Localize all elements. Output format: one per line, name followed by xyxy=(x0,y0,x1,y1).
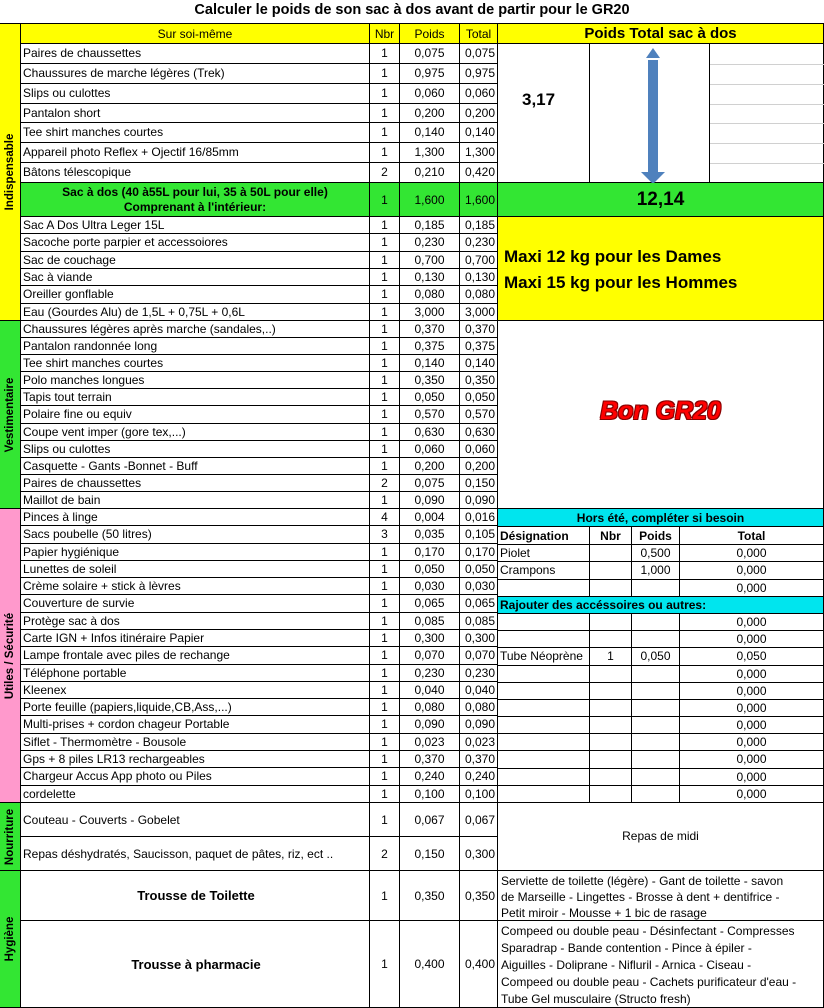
row-item: Appareil photo Reflex + Ojectif 16/85mm xyxy=(21,143,370,163)
extra-poids[interactable]: 1,000 xyxy=(632,562,680,579)
row-poids[interactable]: 0,070 xyxy=(400,647,460,664)
row-total: 1,300 xyxy=(460,143,498,163)
row-total: 0,090 xyxy=(460,716,498,733)
row-item: Slips ou culottes xyxy=(21,84,370,104)
max-weight-box xyxy=(498,217,824,321)
row-nbr[interactable]: 1 xyxy=(370,424,400,441)
row-nbr[interactable]: 1 xyxy=(370,786,400,803)
accessoires-header: Rajouter des accéssoires ou autres: xyxy=(498,597,824,614)
row-item: Couteau - Couverts - Gobelet xyxy=(21,803,370,837)
row-nbr[interactable]: 1 xyxy=(370,578,400,595)
row-item: Tee shirt manches courtes xyxy=(21,355,370,372)
max-dames: Maxi 12 kg pour les Dames xyxy=(504,247,722,266)
acc-poids[interactable] xyxy=(632,786,680,803)
row-item: Slips ou culottes xyxy=(21,441,370,458)
acc-designation[interactable] xyxy=(498,683,590,700)
repas-note-box xyxy=(498,803,824,871)
acc-poids[interactable] xyxy=(632,614,680,631)
max-hommes: Maxi 15 kg pour les Hommes xyxy=(504,273,738,292)
extra-header-designation: Désignation xyxy=(498,527,590,545)
acc-poids[interactable] xyxy=(632,734,680,751)
row-poids[interactable]: 0,090 xyxy=(400,492,460,509)
row-poids[interactable]: 0,185 xyxy=(400,217,460,234)
acc-designation[interactable] xyxy=(498,631,590,648)
row-poids[interactable]: 0,060 xyxy=(400,441,460,458)
row-total: 0,300 xyxy=(460,837,498,871)
row-total: 0,420 xyxy=(460,163,498,183)
extra-poids[interactable]: 0,500 xyxy=(632,545,680,562)
row-nbr[interactable]: 1 xyxy=(370,458,400,475)
row-total: 0,080 xyxy=(460,699,498,716)
row-poids[interactable]: 0,065 xyxy=(400,595,460,612)
acc-total: 0,000 xyxy=(680,734,824,751)
acc-nbr[interactable] xyxy=(590,717,632,734)
row-poids[interactable]: 0,170 xyxy=(400,544,460,561)
row-poids[interactable]: 0,075 xyxy=(400,44,460,64)
acc-designation[interactable] xyxy=(498,717,590,734)
row-nbr[interactable]: 1 xyxy=(370,561,400,578)
row-poids[interactable]: 0,240 xyxy=(400,768,460,785)
backpack-label xyxy=(21,183,370,217)
category-vestimentaire: Vestimentaire xyxy=(0,321,21,509)
acc-total: 0,050 xyxy=(680,648,824,665)
header-nbr: Nbr xyxy=(370,24,400,44)
row-poids[interactable]: 0,090 xyxy=(400,716,460,733)
row-item: Chargeur Accus App photo ou Piles xyxy=(21,768,370,785)
row-nbr[interactable]: 1 xyxy=(370,406,400,423)
acc-poids[interactable]: 0,050 xyxy=(632,648,680,665)
acc-nbr[interactable] xyxy=(590,683,632,700)
row-poids[interactable]: 3,000 xyxy=(400,304,460,321)
extra-total: 0,000 xyxy=(680,545,824,562)
row-nbr[interactable]: 1 xyxy=(370,751,400,768)
pharmacie-note xyxy=(498,921,824,1008)
row-item: Polo manches longues xyxy=(21,372,370,389)
row-poids[interactable]: 0,100 xyxy=(400,786,460,803)
row-nbr[interactable]: 1 xyxy=(370,304,400,321)
row-total: 0,570 xyxy=(460,406,498,423)
row-item: Téléphone portable xyxy=(21,665,370,682)
row-nbr[interactable]: 1 xyxy=(370,716,400,733)
row-poids[interactable]: 0,080 xyxy=(400,699,460,716)
row-total: 0,300 xyxy=(460,630,498,647)
row-total: 0,070 xyxy=(460,647,498,664)
pharmacie-note-line: Compeed ou double peau - Désinfectant - Compresses xyxy=(501,924,795,938)
row-total: 0,090 xyxy=(460,492,498,509)
row-total: 0,016 xyxy=(460,509,498,526)
category-hygiene: Hygiène xyxy=(0,871,21,1008)
row-nbr[interactable]: 1 xyxy=(370,871,400,921)
row-item: Pinces à linge xyxy=(21,509,370,526)
extra-designation[interactable]: Crampons xyxy=(498,562,590,579)
row-item: Couverture de survie xyxy=(21,595,370,612)
row-poids[interactable]: 0,230 xyxy=(400,665,460,682)
pharmacie-note-line: Aiguilles - Doliprane - Nifluril - Arnica - Ciseau - xyxy=(501,958,752,972)
row-total: 0,067 xyxy=(460,803,498,837)
row-poids[interactable]: 1,300 xyxy=(400,143,460,163)
row-nbr[interactable]: 3 xyxy=(370,526,400,543)
row-poids[interactable]: 0,040 xyxy=(400,682,460,699)
row-nbr[interactable]: 1 xyxy=(370,630,400,647)
backpack-total: 1,600 xyxy=(460,183,498,217)
acc-poids[interactable] xyxy=(632,717,680,734)
row-total: 0,400 xyxy=(460,921,498,1008)
row-total: 0,060 xyxy=(460,441,498,458)
acc-total: 0,000 xyxy=(680,614,824,631)
row-poids[interactable]: 0,050 xyxy=(400,389,460,406)
acc-designation[interactable] xyxy=(498,734,590,751)
grid-line xyxy=(710,84,824,85)
row-nbr[interactable]: 1 xyxy=(370,143,400,163)
row-nbr[interactable]: 1 xyxy=(370,104,400,124)
row-total: 0,230 xyxy=(460,234,498,251)
acc-total: 0,000 xyxy=(680,683,824,700)
category-utiles-securite: Utiles / Sécurité xyxy=(0,509,21,803)
extra-header-poids: Poids xyxy=(632,527,680,545)
row-item: Gps + 8 piles LR13 rechargeables xyxy=(21,751,370,768)
row-nbr[interactable]: 2 xyxy=(370,475,400,492)
row-total: 0,040 xyxy=(460,682,498,699)
row-item: Kleenex xyxy=(21,682,370,699)
row-poids[interactable]: 0,004 xyxy=(400,509,460,526)
extra-header-nbr: Nbr xyxy=(590,527,632,545)
row-item: Carte IGN + Infos itinéraire Papier xyxy=(21,630,370,647)
row-item: Chaussures de marche légères (Trek) xyxy=(21,64,370,84)
row-nbr[interactable]: 1 xyxy=(370,803,400,837)
row-poids[interactable]: 0,370 xyxy=(400,321,460,338)
row-item: cordelette xyxy=(21,786,370,803)
grid-line xyxy=(710,143,824,144)
row-nbr[interactable]: 1 xyxy=(370,372,400,389)
row-nbr[interactable]: 1 xyxy=(370,217,400,234)
acc-total: 0,000 xyxy=(680,769,824,786)
row-poids[interactable]: 0,080 xyxy=(400,286,460,303)
row-total: 0,100 xyxy=(460,786,498,803)
header-item: Sur soi-même xyxy=(21,24,370,44)
acc-nbr[interactable]: 1 xyxy=(590,648,632,665)
row-item: Siflet - Thermomètre - Bousole xyxy=(21,734,370,751)
toilette-note-line: Serviette de toilette (légère) - Gant de toilette - savon xyxy=(501,874,784,888)
row-total: 0,130 xyxy=(460,269,498,286)
row-nbr[interactable]: 1 xyxy=(370,84,400,104)
row-nbr[interactable]: 1 xyxy=(370,647,400,664)
acc-nbr[interactable] xyxy=(590,734,632,751)
acc-nbr[interactable] xyxy=(590,666,632,683)
row-item: Tee shirt manches courtes xyxy=(21,123,370,143)
row-nbr[interactable]: 1 xyxy=(370,734,400,751)
row-poids[interactable]: 0,130 xyxy=(400,269,460,286)
verdict-text: Bon GR20 xyxy=(600,397,721,425)
row-total: 0,200 xyxy=(460,104,498,124)
sheet-title: Calculer le poids de son sac à dos avant de partir pour le GR20 xyxy=(0,0,824,24)
row-item: Porte feuille (papiers,liquide,CB,Ass,...) xyxy=(21,699,370,716)
row-total: 0,080 xyxy=(460,286,498,303)
acc-nbr[interactable] xyxy=(590,786,632,803)
toilette-note-line: de Marseille - Lingettes - Brosse à dent + dentifrice - xyxy=(501,890,780,904)
row-nbr[interactable]: 2 xyxy=(370,837,400,871)
row-poids[interactable]: 0,630 xyxy=(400,424,460,441)
repas-note: Repas de midi xyxy=(622,829,699,843)
row-nbr[interactable]: 1 xyxy=(370,389,400,406)
row-total: 0,030 xyxy=(460,578,498,595)
partial-total-value: 3,17 xyxy=(522,90,556,109)
row-nbr[interactable]: 1 xyxy=(370,338,400,355)
acc-poids[interactable] xyxy=(632,700,680,717)
row-item: Casquette - Gants -Bonnet - Buff xyxy=(21,458,370,475)
row-poids[interactable]: 0,570 xyxy=(400,406,460,423)
grid-line xyxy=(710,64,824,65)
down-arrow-icon xyxy=(590,44,710,183)
row-poids[interactable]: 0,140 xyxy=(400,123,460,143)
extra-total: 0,000 xyxy=(680,580,824,597)
row-item: Paires de chaussettes xyxy=(21,44,370,64)
row-item: Paires de chaussettes xyxy=(21,475,370,492)
row-nbr[interactable]: 1 xyxy=(370,665,400,682)
row-nbr[interactable]: 1 xyxy=(370,123,400,143)
row-total: 0,630 xyxy=(460,424,498,441)
row-item: Multi-prises + cordon chageur Portable xyxy=(21,716,370,733)
row-item: Pantalon randonnée long xyxy=(21,338,370,355)
acc-total: 0,000 xyxy=(680,786,824,803)
extra-nbr[interactable] xyxy=(590,562,632,579)
row-nbr[interactable]: 1 xyxy=(370,441,400,458)
pharmacie-note-line: Sparadrap - Bande contention - Pince à épiler - xyxy=(501,941,752,955)
row-total: 0,075 xyxy=(460,44,498,64)
row-poids[interactable]: 0,050 xyxy=(400,561,460,578)
row-poids[interactable]: 0,210 xyxy=(400,163,460,183)
header-poids: Poids xyxy=(400,24,460,44)
row-nbr[interactable]: 4 xyxy=(370,509,400,526)
row-poids[interactable]: 0,200 xyxy=(400,104,460,124)
acc-poids[interactable] xyxy=(632,683,680,700)
acc-nbr[interactable] xyxy=(590,751,632,768)
row-item: Pantalon short xyxy=(21,104,370,124)
row-item: Chaussures légères après marche (sandales,..) xyxy=(21,321,370,338)
acc-nbr[interactable] xyxy=(590,614,632,631)
row-item: Oreiller gonflable xyxy=(21,286,370,303)
row-nbr[interactable]: 1 xyxy=(370,355,400,372)
extra-header-total: Total xyxy=(680,527,824,545)
row-nbr[interactable]: 1 xyxy=(370,682,400,699)
row-nbr[interactable]: 1 xyxy=(370,613,400,630)
toilette-note-line: Petit miroir - Mousse + 1 bic de rasage xyxy=(501,906,707,920)
acc-designation[interactable] xyxy=(498,666,590,683)
row-item: Sac de couchage xyxy=(21,252,370,269)
row-nbr[interactable]: 1 xyxy=(370,234,400,251)
row-total: 0,975 xyxy=(460,64,498,84)
row-poids[interactable]: 0,375 xyxy=(400,338,460,355)
row-poids[interactable]: 0,035 xyxy=(400,526,460,543)
row-total: 0,140 xyxy=(460,123,498,143)
row-total: 0,185 xyxy=(460,217,498,234)
extra-nbr[interactable] xyxy=(590,580,632,597)
row-nbr[interactable]: 1 xyxy=(370,768,400,785)
acc-designation[interactable] xyxy=(498,786,590,803)
row-total: 0,170 xyxy=(460,544,498,561)
row-nbr[interactable]: 1 xyxy=(370,269,400,286)
row-total: 0,350 xyxy=(460,871,498,921)
row-item: Bâtons télescopique xyxy=(21,163,370,183)
header-total: Total xyxy=(460,24,498,44)
acc-designation[interactable] xyxy=(498,751,590,768)
extra-total: 0,000 xyxy=(680,562,824,579)
poids-total-header: Poids Total sac à dos xyxy=(498,24,824,44)
acc-designation[interactable] xyxy=(498,700,590,717)
row-nbr[interactable]: 1 xyxy=(370,492,400,509)
row-item: Sac à viande xyxy=(21,269,370,286)
row-nbr[interactable]: 1 xyxy=(370,286,400,303)
row-item: Lampe frontale avec piles de rechange xyxy=(21,647,370,664)
row-item: Coupe vent imper (gore tex,...) xyxy=(21,424,370,441)
grid-line xyxy=(710,123,824,124)
total-weight-value: 12,14 xyxy=(498,183,824,217)
row-item: Trousse à pharmacie xyxy=(21,921,370,1008)
acc-total: 0,000 xyxy=(680,700,824,717)
row-nbr[interactable]: 1 xyxy=(370,544,400,561)
row-poids[interactable]: 0,140 xyxy=(400,355,460,372)
row-total: 0,023 xyxy=(460,734,498,751)
category-indispensable: Indispensable xyxy=(0,24,21,321)
row-total: 0,370 xyxy=(460,751,498,768)
row-total: 0,700 xyxy=(460,252,498,269)
row-total: 3,000 xyxy=(460,304,498,321)
row-item: Sac A Dos Ultra Leger 15L xyxy=(21,217,370,234)
row-item: Sacoche porte parpier et accessoiores xyxy=(21,234,370,251)
acc-poids[interactable] xyxy=(632,751,680,768)
verdict-box xyxy=(498,321,824,509)
hors-ete-header: Hors été, compléter si besoin xyxy=(498,509,824,527)
acc-nbr[interactable] xyxy=(590,700,632,717)
row-nbr[interactable]: 1 xyxy=(370,44,400,64)
row-poids[interactable]: 0,230 xyxy=(400,234,460,251)
row-item: Repas déshydratés, Saucisson, paquet de pâtes, riz, ect .. xyxy=(21,837,370,871)
row-total: 0,150 xyxy=(460,475,498,492)
grid-line xyxy=(710,104,824,105)
row-poids[interactable]: 0,067 xyxy=(400,803,460,837)
row-poids[interactable]: 0,400 xyxy=(400,921,460,1008)
row-item: Eau (Gourdes Alu) de 1,5L + 0,75L + 0,6L xyxy=(21,304,370,321)
row-total: 0,060 xyxy=(460,84,498,104)
extra-designation[interactable] xyxy=(498,580,590,597)
pharmacie-note-line: Tube Gel musculaire (Structo fresh) xyxy=(501,992,691,1006)
acc-poids[interactable] xyxy=(632,769,680,786)
row-item: Papier hygiénique xyxy=(21,544,370,561)
row-poids[interactable]: 0,700 xyxy=(400,252,460,269)
row-poids[interactable]: 0,350 xyxy=(400,871,460,921)
row-poids[interactable]: 0,023 xyxy=(400,734,460,751)
acc-total: 0,000 xyxy=(680,717,824,734)
row-item: Polaire fine ou equiv xyxy=(21,406,370,423)
acc-poids[interactable] xyxy=(632,631,680,648)
row-poids[interactable]: 0,200 xyxy=(400,458,460,475)
acc-designation[interactable] xyxy=(498,614,590,631)
row-poids[interactable]: 0,350 xyxy=(400,372,460,389)
backpack-label-line1: Sac à dos (40 à55L pour lui, 35 à 50L pour elle) xyxy=(62,185,328,199)
arrow-cell xyxy=(590,44,710,183)
extra-designation[interactable]: Piolet xyxy=(498,545,590,562)
row-poids[interactable]: 0,075 xyxy=(400,475,460,492)
row-poids[interactable]: 0,030 xyxy=(400,578,460,595)
row-poids[interactable]: 0,300 xyxy=(400,630,460,647)
acc-designation[interactable] xyxy=(498,769,590,786)
row-nbr[interactable]: 1 xyxy=(370,595,400,612)
row-poids[interactable]: 0,370 xyxy=(400,751,460,768)
backpack-nbr[interactable]: 1 xyxy=(370,183,400,217)
row-nbr[interactable]: 1 xyxy=(370,921,400,1008)
grid-line xyxy=(710,163,824,164)
row-item: Protège sac à dos xyxy=(21,613,370,630)
acc-total: 0,000 xyxy=(680,631,824,648)
row-total: 0,230 xyxy=(460,665,498,682)
row-poids[interactable]: 0,085 xyxy=(400,613,460,630)
row-total: 0,085 xyxy=(460,613,498,630)
acc-poids[interactable] xyxy=(632,666,680,683)
partial-total-cell xyxy=(498,44,590,183)
toilette-note xyxy=(498,871,824,921)
acc-total: 0,000 xyxy=(680,751,824,768)
category-nourriture: Nourriture xyxy=(0,803,21,871)
pharmacie-note-line: Compeed ou double peau - Cachets purificateur d'eau - xyxy=(501,975,797,989)
row-poids[interactable]: 0,150 xyxy=(400,837,460,871)
row-poids[interactable]: 0,060 xyxy=(400,84,460,104)
row-item: Maillot de bain xyxy=(21,492,370,509)
row-item: Sacs poubelle (50 litres) xyxy=(21,526,370,543)
row-poids[interactable]: 0,975 xyxy=(400,64,460,84)
acc-designation[interactable]: Tube Néoprène xyxy=(498,648,590,665)
row-total: 0,375 xyxy=(460,338,498,355)
row-item: Trousse de Toilette xyxy=(21,871,370,921)
acc-nbr[interactable] xyxy=(590,631,632,648)
row-total: 0,050 xyxy=(460,561,498,578)
extra-poids[interactable] xyxy=(632,580,680,597)
row-total: 0,065 xyxy=(460,595,498,612)
row-item: Crème solaire + stick à lèvres xyxy=(21,578,370,595)
row-nbr[interactable]: 1 xyxy=(370,321,400,338)
row-nbr[interactable]: 1 xyxy=(370,64,400,84)
backpack-label-line2: Comprenant à l'intérieur: xyxy=(123,200,267,214)
extra-nbr[interactable] xyxy=(590,545,632,562)
row-total: 0,240 xyxy=(460,768,498,785)
row-total: 0,140 xyxy=(460,355,498,372)
row-total: 0,370 xyxy=(460,321,498,338)
row-total: 0,105 xyxy=(460,526,498,543)
row-nbr[interactable]: 1 xyxy=(370,252,400,269)
backpack-poids[interactable]: 1,600 xyxy=(400,183,460,217)
row-total: 0,200 xyxy=(460,458,498,475)
row-nbr[interactable]: 2 xyxy=(370,163,400,183)
row-item: Tapis tout terrain xyxy=(21,389,370,406)
row-total: 0,050 xyxy=(460,389,498,406)
acc-nbr[interactable] xyxy=(590,769,632,786)
row-item: Lunettes de soleil xyxy=(21,561,370,578)
row-nbr[interactable]: 1 xyxy=(370,699,400,716)
acc-total: 0,000 xyxy=(680,666,824,683)
row-total: 0,350 xyxy=(460,372,498,389)
